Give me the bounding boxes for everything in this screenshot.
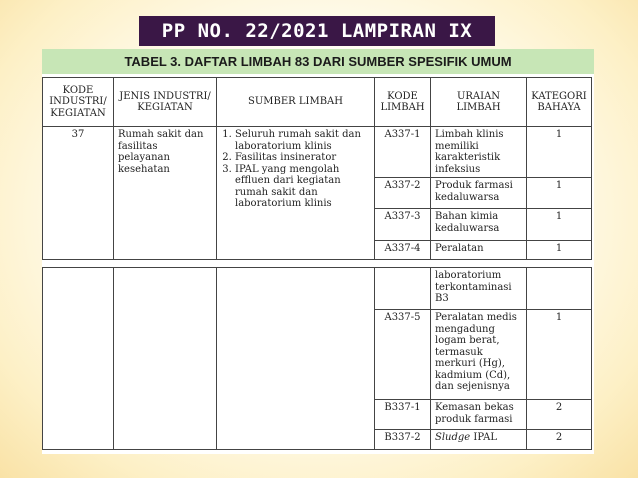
industry-code-continued <box>43 268 114 450</box>
waste-description-italic: Sludge <box>435 432 471 443</box>
industry-name-continued <box>114 268 217 450</box>
source-list <box>221 129 370 210</box>
hazard-category: 2 <box>527 400 592 430</box>
waste-description: Bahan kimia kedaluwarsa <box>431 209 527 241</box>
waste-description: Limbah klinis memiliki karakteristik infeksius <box>431 127 527 178</box>
industry-name: Rumah sakit dan fasilitas pelayanan kesehatan <box>114 127 217 260</box>
source-continued <box>217 268 375 450</box>
waste-code: B337-1 <box>375 400 431 430</box>
table-row <box>43 127 592 178</box>
hazard-category: 1 <box>527 127 592 178</box>
industry-code: 37 <box>43 127 114 260</box>
waste-description-rest: IPAL <box>473 432 498 443</box>
hazard-category: 1 <box>527 241 592 260</box>
waste-table-top <box>42 77 592 260</box>
page-title: PP NO. 22/2021 LAMPIRAN IX <box>139 16 495 46</box>
table-header-row <box>43 78 592 127</box>
waste-code: A337-3 <box>375 209 431 241</box>
table-caption: TABEL 3. DAFTAR LIMBAH 83 DARI SUMBER SPESIFIK UMUM <box>42 49 594 74</box>
header-jenis-industri: JENIS INDUSTRI/ KEGIATAN <box>114 78 217 127</box>
header-sumber-limbah: SUMBER LIMBAH <box>217 78 375 127</box>
source-list-cell <box>217 127 375 260</box>
table-row <box>43 268 592 310</box>
source-item: 3. IPAL yang mengolah effluen dari kegiatan rumah sakit dan laboratorium klinis <box>235 164 370 210</box>
source-item: 1. Seluruh rumah sakit dan laboratorium klinis <box>235 129 370 152</box>
waste-description: Peralatan medis mengadung logam berat, termasuk merkuri (Hg), kadmium (Cd), dan sejenisnya <box>431 310 527 400</box>
waste-description <box>431 430 527 450</box>
document-table-sheet <box>42 74 594 454</box>
waste-code <box>375 268 431 310</box>
waste-code: A337-2 <box>375 178 431 209</box>
hazard-category: 2 <box>527 430 592 450</box>
waste-description: laboratorium terkontaminasi B3 <box>431 268 527 310</box>
waste-code: A337-1 <box>375 127 431 178</box>
hazard-category: 1 <box>527 209 592 241</box>
waste-code: A337-4 <box>375 241 431 260</box>
waste-description: Produk farmasi kedaluwarsa <box>431 178 527 209</box>
hazard-category: 1 <box>527 310 592 400</box>
waste-code: B337-2 <box>375 430 431 450</box>
header-uraian-limbah: URAIAN LIMBAH <box>431 78 527 127</box>
source-item: 2. Fasilitas insinerator <box>235 152 370 164</box>
hazard-category <box>527 268 592 310</box>
header-kode-industri: KODE INDUSTRI/ KEGIATAN <box>43 78 114 127</box>
waste-code: A337-5 <box>375 310 431 400</box>
waste-table-bottom <box>42 267 592 450</box>
header-kategori-bahaya: KATEGORI BAHAYA <box>527 78 592 127</box>
hazard-category: 1 <box>527 178 592 209</box>
waste-description: Peralatan <box>431 241 527 260</box>
header-kode-limbah: KODE LIMBAH <box>375 78 431 127</box>
waste-description: Kemasan bekas produk farmasi <box>431 400 527 430</box>
